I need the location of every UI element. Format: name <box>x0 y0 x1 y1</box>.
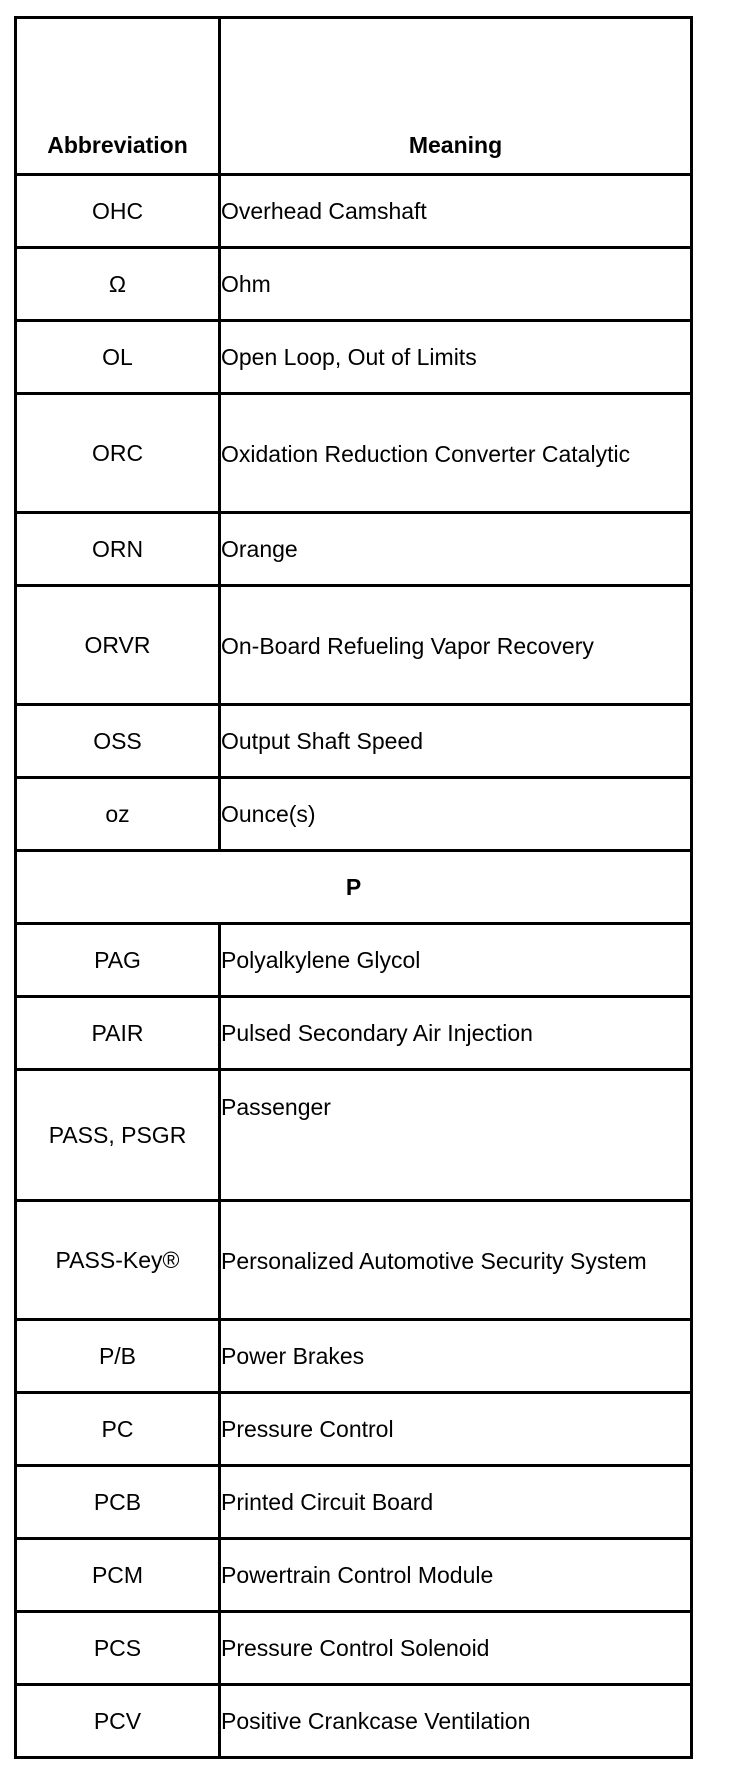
abbreviation-cell: ORN <box>16 513 220 586</box>
meaning-cell: Output Shaft Speed <box>220 705 692 778</box>
abbreviation-cell: OL <box>16 321 220 394</box>
table-row <box>16 1201 692 1320</box>
table-row <box>16 513 692 586</box>
meaning-cell: Positive Crankcase Ventilation <box>220 1685 692 1758</box>
abbreviations-table <box>14 16 693 1759</box>
meaning-cell: Printed Circuit Board <box>220 1466 692 1539</box>
section-heading: P <box>16 851 692 924</box>
abbreviation-cell: PAG <box>16 924 220 997</box>
table-row <box>16 175 692 248</box>
abbreviation-cell: Ω <box>16 248 220 321</box>
meaning-cell: Orange <box>220 513 692 586</box>
abbreviation-cell: OSS <box>16 705 220 778</box>
abbreviation-cell: oz <box>16 778 220 851</box>
abbreviation-cell: ORVR <box>16 586 220 705</box>
table-row <box>16 924 692 997</box>
abbreviation-cell: PASS-Key® <box>16 1201 220 1320</box>
meaning-cell: Powertrain Control Module <box>220 1539 692 1612</box>
column-header-abbreviation-label: Abbreviation <box>47 132 188 158</box>
column-header-abbreviation <box>16 18 220 175</box>
meaning-cell: Overhead Camshaft <box>220 175 692 248</box>
abbreviation-cell: PC <box>16 1393 220 1466</box>
meaning-cell: Ohm <box>220 248 692 321</box>
meaning-cell: Polyalkylene Glycol <box>220 924 692 997</box>
meaning-cell: Open Loop, Out of Limits <box>220 321 692 394</box>
table-row <box>16 1685 692 1758</box>
meaning-cell: Power Brakes <box>220 1320 692 1393</box>
table-row <box>16 1612 692 1685</box>
abbreviation-cell: PCV <box>16 1685 220 1758</box>
meaning-cell: Ounce(s) <box>220 778 692 851</box>
table-row <box>16 705 692 778</box>
abbreviation-cell: PCM <box>16 1539 220 1612</box>
table-row <box>16 778 692 851</box>
meaning-cell: Pressure Control <box>220 1393 692 1466</box>
meaning-cell: Pulsed Secondary Air Injection <box>220 997 692 1070</box>
abbreviation-cell: PCB <box>16 1466 220 1539</box>
table-row <box>16 1070 692 1201</box>
table-row <box>16 997 692 1070</box>
abbreviation-cell: PAIR <box>16 997 220 1070</box>
table-row <box>16 1320 692 1393</box>
table-row <box>16 321 692 394</box>
table-row <box>16 586 692 705</box>
table-row <box>16 1393 692 1466</box>
table-row <box>16 1539 692 1612</box>
column-header-meaning: Meaning <box>220 18 692 175</box>
section-row-p <box>16 851 692 924</box>
meaning-cell: Personalized Automotive Security System <box>220 1201 692 1320</box>
table-row <box>16 394 692 513</box>
abbreviation-cell: PCS <box>16 1612 220 1685</box>
abbreviation-cell: ORC <box>16 394 220 513</box>
table-row <box>16 1466 692 1539</box>
meaning-cell: On-Board Refueling Vapor Recovery <box>220 586 692 705</box>
table-row <box>16 248 692 321</box>
abbreviation-cell: PASS, PSGR <box>16 1070 220 1201</box>
meaning-cell: Pressure Control Solenoid <box>220 1612 692 1685</box>
meaning-cell: Oxidation Reduction Converter Catalytic <box>220 394 692 513</box>
meaning-cell: Passenger <box>220 1070 692 1201</box>
abbreviations-page <box>14 16 690 1759</box>
abbreviation-cell: P/B <box>16 1320 220 1393</box>
abbreviation-cell: OHC <box>16 175 220 248</box>
table-header-row <box>16 18 692 175</box>
